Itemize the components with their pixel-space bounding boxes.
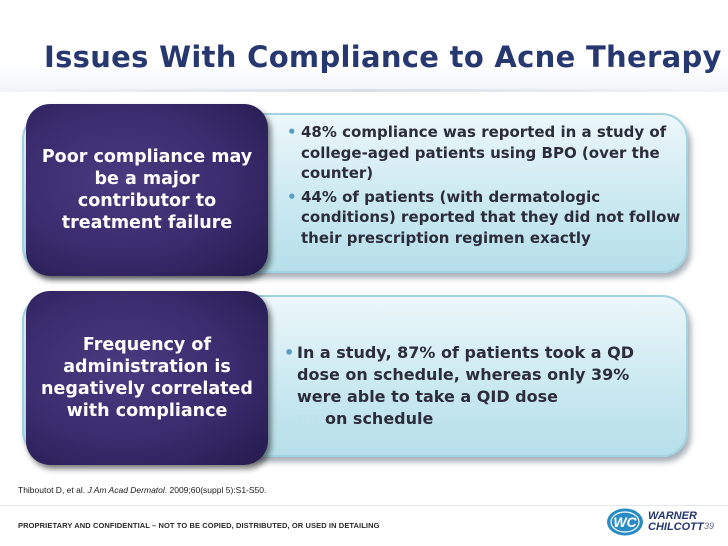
row-label-2: Frequency of administration is negatively correlated with compliance: [26, 291, 268, 465]
monogram-text: WC: [613, 514, 637, 530]
brand-line-1: WARNER: [648, 510, 697, 522]
confidential-notice: PROPRIETARY AND CONFIDENTIAL – NOT TO BE COPIED, DISTRIBUTED, OR USED IN DETAILING: [18, 521, 380, 530]
citation-authors: Thiboutot D, et al.: [18, 485, 86, 495]
wc-monogram-icon: [606, 507, 644, 537]
bullet-list-1: [287, 122, 682, 251]
page-number: 39: [704, 521, 715, 531]
row-label-1: Poor compliance may be a major contributor to treatment failure: [26, 104, 268, 276]
slide-title: Issues With Compliance to Acne Therapy: [44, 40, 722, 74]
warner-chilcott-logo: [606, 505, 716, 539]
bullet-item: • 48% compliance was reported in a study of college-aged patients using BPO (over the counter): [287, 122, 682, 184]
bullet-list-2: [284, 342, 679, 433]
citation: [18, 485, 266, 495]
bullet-item: [284, 342, 679, 430]
bullet-item: • 44% of patients (with dermatologic conditions) reported that they did not follow their prescription regimen exactly: [287, 187, 682, 249]
bullet-text: In a study, 87% of patients took a QD dose on schedule, whereas only 39% were able to take a QID dose: [297, 343, 634, 406]
ghost-text: on: [297, 409, 320, 428]
brand-wordmark: [648, 511, 704, 533]
bullet-trailing-text: on schedule: [324, 409, 434, 428]
citation-journal: J Am Acad Dermatol: [87, 485, 165, 495]
brand-line-2: CHILCOTT: [648, 521, 704, 533]
citation-details: . 2009;60(suppl 5):S1-S50.: [164, 485, 267, 495]
